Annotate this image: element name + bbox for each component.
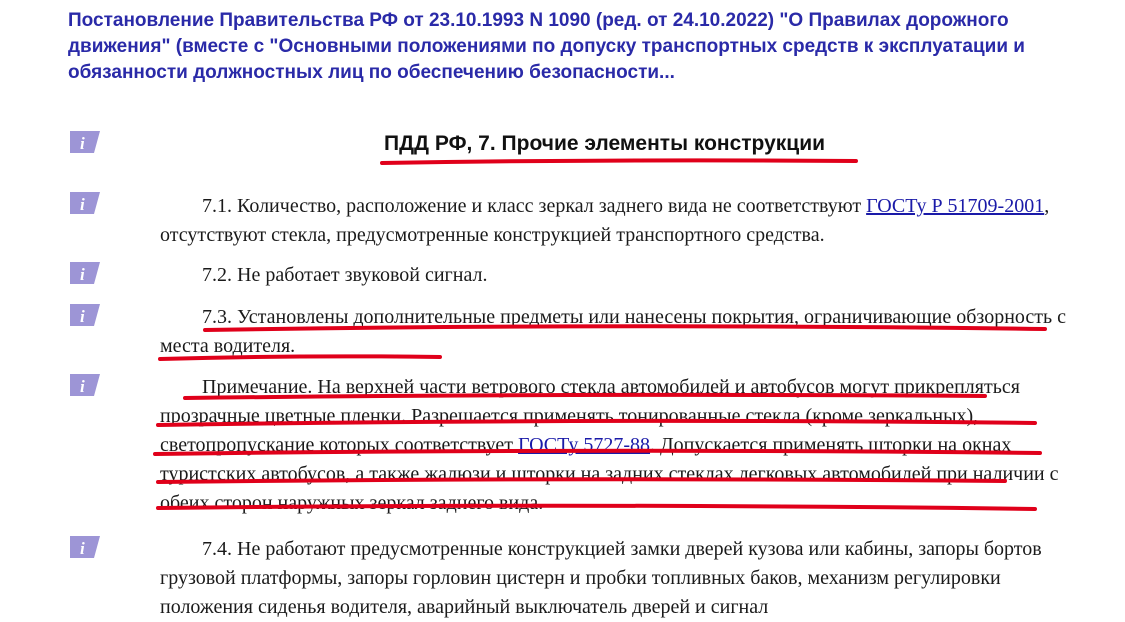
svg-text:i: i [80,265,85,284]
svg-text:i: i [80,134,85,153]
paragraph-7-3 [160,303,1070,361]
svg-text:i: i [80,307,85,326]
info-icon[interactable] [68,534,102,562]
svg-text:i: i [80,539,85,558]
gost-5727-link[interactable]: ГОСТу 5727-88 [518,434,651,456]
paragraph-7-1 [160,192,1070,250]
svg-text:i: i [80,377,85,396]
info-icon[interactable] [68,260,102,288]
paragraph-text: 7.2. Не работает звуковой сигнал. [202,264,488,286]
info-icon[interactable] [68,302,102,330]
document-title[interactable]: Постановление Правительства РФ от 23.10.1993 N 1090 (ред. от 24.10.2022) "О Правилах дорожного движения" (вместе с "Основными положениями по допуску транспортных средств к эксплуатации и обязанности должностных лиц по обеспечению безопасности... [68,10,1025,83]
paragraph-text: Примечание. На верхней части ветрового стекла автомобилей и автобусов могут прикрепляться прозрачные цветные пленки. Разрешается применять тонированные стекла (кроме зеркальных), светопропускание которых соответствует [160,376,1020,456]
paragraph-text: 7.3. Установлены дополнительные предметы или нанесены покрытия, ограничивающие обзорность с места водителя. [160,306,1067,357]
info-icon[interactable] [68,190,102,218]
paragraph-note [160,373,1070,518]
paragraph-7-4 [160,535,1070,622]
paragraph-7-2 [160,261,1070,290]
info-icon[interactable] [68,129,102,157]
svg-text:i: i [80,195,85,214]
paragraph-text: , отсутствуют стекла, предусмотренные конструкцией транспортного средства. [160,195,1050,246]
gost-51709-link[interactable]: ГОСТу Р 51709-2001 [866,195,1045,217]
info-icon[interactable] [68,372,102,400]
section-heading: ПДД РФ, 7. Прочие элементы конструкции [384,132,826,155]
paragraph-text: . Допускается применять шторки на окнах туристских автобусов, а также жалюзи и шторки на задних стеклах легковых автомобилей при наличии с обеих сторон наружных зеркал заднего вида. [160,434,1059,514]
paragraph-text: 7.4. Не работают предусмотренные конструкцией замки дверей кузова или кабины, запоры бортов грузовой платформы, запоры горловин цистерн и пробки топливных баков, механизм регулировки положения сиденья водителя, аварийный выключатель дверей и сигнал [160,538,1042,618]
underline-heading [382,160,856,163]
paragraph-text: 7.1. Количество, расположение и класс зеркал заднего вида не соответствуют [202,195,867,217]
